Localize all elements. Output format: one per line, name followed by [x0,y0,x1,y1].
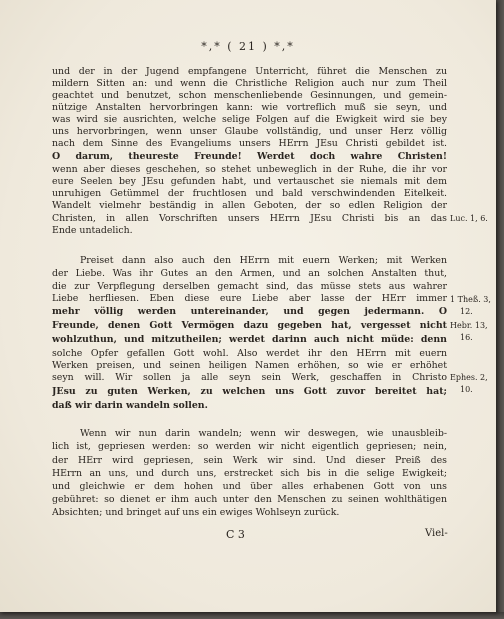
text-line: HErrn an uns, und durch uns, erstrecket sich bis in die selige Ewigkeit; [52,468,447,479]
text-line: die zur Verpflegung derselben gemacht sind, das müsse stets aus wahrer [52,281,447,292]
text-line: eure Seelen bey JEsu gefunden habt, und vertauschet sie niemals mit dem [52,176,447,187]
margin-reference: Ephes. 2, [450,373,488,382]
text-line: Preiset dann also auch den HErrn mit euern Werken; mit Werken [80,255,447,266]
signature-mark: C 3 [226,528,245,541]
text-line: Christen, in allen Vorschriften unsers HErrn JEsu Christi bis an das [52,213,447,224]
text-line: Werken preisen, und seinen heiligen Namen erhöhen, so wie er erhöhet [52,360,447,371]
margin-reference: 10. [460,385,473,394]
text-line: der HErr wird gepriesen, sein Werk wir sind. Und dieser Preiß des [52,455,447,466]
text-line: nach dem Sinne des Evangeliums unsers HErrn JEsu Christi gebildet ist. [52,138,447,149]
margin-reference: 12. [460,307,473,316]
text-line: Absichten; und bringet auf uns ein ewiges Wohlseyn zurück. [52,507,340,518]
text-line: seyn will. Wir sollen ja alle seyn sein Werk, geschaffen in Christo [52,372,447,383]
text-line: wohlzuthun, und mitzutheilen; werdet darinn auch nicht müde: denn [52,334,447,345]
margin-reference: 1 Theß. 3, [450,295,491,304]
text-line: Freunde, denen Gott Vermögen dazu gegeben hat, vergesset nicht [52,320,447,331]
text-line: Ende untadelich. [52,225,133,236]
text-line: und der in der Jugend empfangene Unterricht, führet die Menschen zu [52,66,447,77]
text-line: wenn aber dieses geschehen, so stehet unbeweglich in der Ruhe, die ihr vor [52,164,447,175]
margin-reference: Luc. 1, 6. [450,214,488,223]
margin-reference: Hebr. 13, [450,321,488,330]
text-line: solche Opfer gefallen Gott wohl. Also werdet ihr den HErrn mit euern [52,348,447,359]
text-line: unruhigen Getümmel der fruchtlosen und bald verschwindenden Eitelkeit. [52,188,447,199]
text-line: JEsu zu guten Werken, zu welchen uns Gott zuvor bereitet hat; [52,386,447,397]
text-line: O darum, theureste Freunde! Werdet doch wahre Christen! [52,151,447,162]
text-line: gebühret: so dienet er ihm auch unter den Menschen zu seinen wohlthätigen [52,494,447,505]
text-line: geachtet und benutzet, schon menschenliebende Gesinnungen, und gemein- [52,90,447,101]
text-line: lich ist, gepriesen werden: so werden wir nicht eigentlich gepriesen; nein, [52,441,447,452]
text-line: und gleichwie er dem hohen und über alles erhabenen Gott von uns [52,481,447,492]
text-line: mehr völlig werden untereinander, und gegen jedermann. O [52,306,447,317]
text-line: nützige Anstalten hervorbringen kann: wie vortreflich muß sie seyn, und [52,102,447,113]
text-line: daß wir darin wandeln sollen. [52,400,208,411]
text-line: Liebe herfliesen. Eben diese eure Liebe aber lasse der HErr immer [52,293,447,304]
page-header: *,* ( 21 ) *,* [201,40,295,53]
catchword: Viel- [425,528,448,539]
text-line: uns hervorbringen, wenn unser Glaube vollständig, und unser Herz völlig [52,126,447,137]
text-line: der Liebe. Was ihr Gutes an den Armen, und an solchen Anstalten thut, [52,268,447,279]
text-line: mildern Sitten an: und wenn die Christliche Religion auch nur zum Theil [52,78,447,89]
margin-reference: 16. [460,333,473,342]
text-line: Wenn wir nun darin wandeln; wenn wir deswegen, wie unausbleib- [80,428,447,439]
page-edge-right [496,0,504,619]
text-line: Wandelt vielmehr beständig in allen Geboten, der so edlen Religion der [52,200,447,211]
page-edge-bottom [0,612,504,619]
text-line: was wird sie ausrichten, welche selige Folgen auf die Ewigkeit wird sie bey [52,114,447,125]
